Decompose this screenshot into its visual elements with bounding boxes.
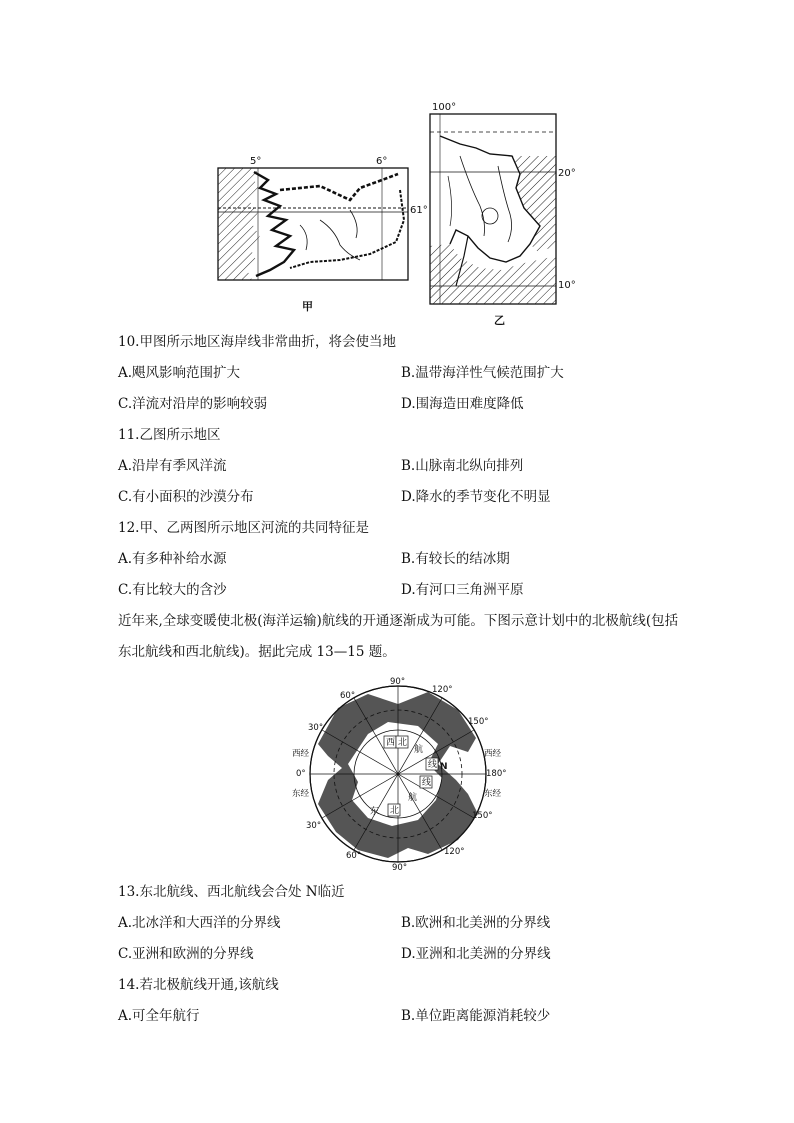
question-12-option-b: B.有较长的结冰期 (401, 551, 510, 567)
question-13-option-a: A.北冰洋和大西洋的分界线 (118, 915, 281, 931)
question-13-option-d: D.亚洲和北美洲的分界线 (401, 946, 551, 962)
route-char-3: 航 (414, 745, 424, 755)
question-10-stem: 10.甲图所示地区海岸线非常曲折，将会使当地 (118, 334, 396, 350)
question-12-option-a: A.有多种补给水源 (118, 551, 227, 567)
map-yi-lat-10: 10° (558, 280, 576, 291)
question-13-option-b: B.欧洲和北美洲的分界线 (401, 915, 551, 931)
question-10-option-b: B.温带海洋性气候范围扩大 (401, 365, 564, 381)
label-east-left: 东经 (292, 789, 310, 799)
deg-60-bottom: 60° (346, 851, 362, 861)
map-yi-lat-20: 20° (558, 168, 576, 179)
question-12-option-c: C.有比较大的含沙 (118, 582, 227, 598)
deg-60-top: 60° (340, 691, 356, 701)
route-char-8: 东 (370, 807, 380, 817)
question-11-stem: 11.乙图所示地区 (118, 427, 221, 443)
deg-120-bottom: 120° (444, 847, 465, 857)
route-char-1: 西 (386, 738, 396, 748)
map-yi-caption: 乙 (494, 314, 505, 327)
question-11-option-d: D.降水的季节变化不明显 (401, 489, 551, 505)
question-11-option-a: A.沿岸有季风洋流 (118, 458, 227, 474)
route-char-6: 航 (408, 793, 418, 803)
question-14-stem: 14.若北极航线开通,该航线 (118, 977, 279, 993)
deg-0: 0° (296, 769, 306, 779)
question-10-option-a: A.飓风影响范围扩大 (118, 365, 241, 381)
label-west-right: 西经 (484, 749, 502, 759)
deg-30-upper: 30° (308, 723, 324, 733)
question-13-stem: 13.东北航线、西北航线会合处 N临近 (118, 884, 345, 900)
deg-180: 180° (486, 769, 507, 779)
map-jia (210, 150, 428, 320)
deg-120-top: 120° (432, 685, 453, 695)
route-char-2: 北 (398, 738, 408, 748)
route-char-5: 线 (422, 778, 432, 788)
route-char-4: 线 (428, 760, 438, 770)
question-13-option-c: C.亚洲和欧洲的分界线 (118, 946, 254, 962)
map-yi (420, 96, 590, 326)
question-11-option-c: C.有小面积的沙漠分布 (118, 489, 254, 505)
route-char-n: N (440, 762, 448, 772)
deg-top-90: 90° (390, 677, 406, 687)
question-12-option-d: D.有河口三角洲平原 (401, 582, 524, 598)
map-jia-lat-61: 61° (410, 205, 428, 216)
deg-150-right: 150° (468, 717, 489, 727)
question-12-stem: 12.甲、乙两图所示地区河流的共同特征是 (118, 520, 369, 536)
label-east-right: 东经 (484, 789, 502, 799)
deg-150-lower: 150° (472, 811, 493, 821)
passage-text: 近年来,全球变暖使北极(海洋运输)航线的开通逐渐成为可能。下图示意计划中的北极航线(包括东北航线和西北航线)。据此完成 13—15 题。 (118, 613, 679, 660)
question-14-option-b: B.单位距离能源消耗较少 (401, 1008, 551, 1024)
map-jia-caption: 甲 (302, 300, 313, 313)
question-10-option-c: C.洋流对沿岸的影响较弱 (118, 396, 268, 412)
polar-map (292, 677, 507, 873)
label-west-left: 西经 (292, 749, 310, 759)
question-14-option-a: A.可全年航行 (118, 1008, 200, 1024)
route-char-7: 北 (390, 806, 400, 816)
map-jia-lon-5: 5° (250, 156, 262, 167)
deg-bottom-90: 90° (392, 863, 408, 873)
map-yi-lon-100: 100° (432, 102, 457, 113)
map-jia-lon-6: 6° (376, 156, 388, 167)
deg-30-lower: 30° (306, 821, 322, 831)
question-11-option-b: B.山脉南北纵向排列 (401, 458, 524, 474)
question-10-option-d: D.围海造田难度降低 (401, 396, 524, 412)
